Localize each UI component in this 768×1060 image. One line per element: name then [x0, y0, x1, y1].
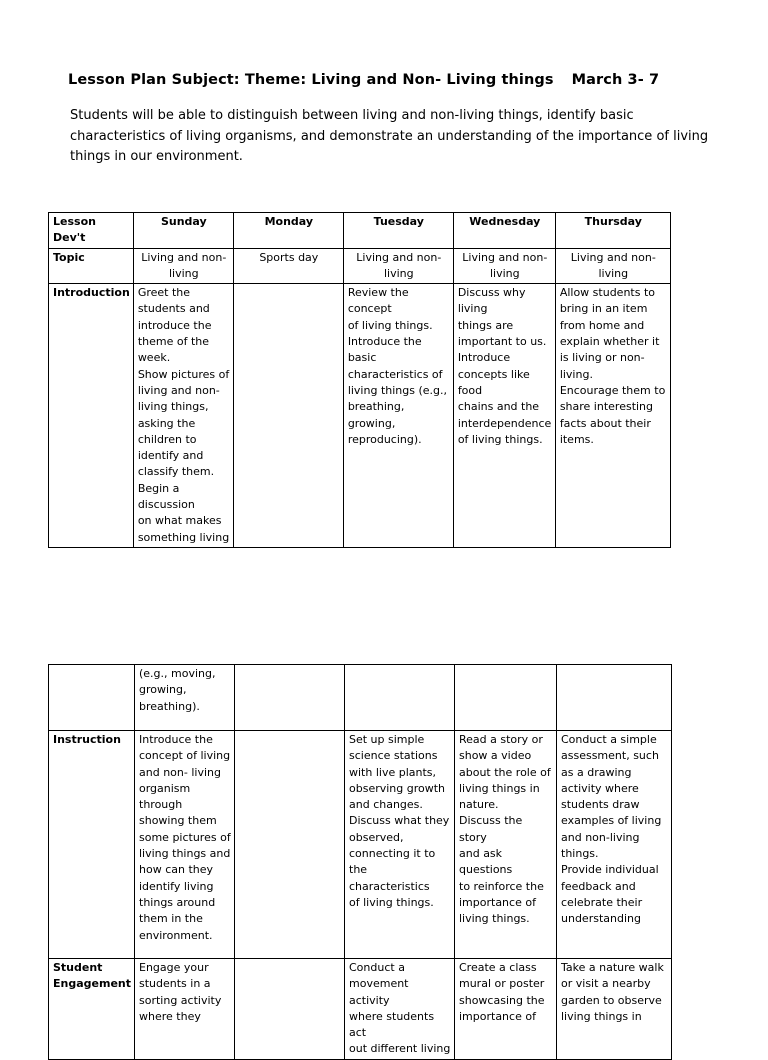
table-cell: Living and non- living — [133, 248, 233, 284]
table-cell: Greet the students and introduce the theme of the week. Show pictures of living and non- living things, asking the children to identify and classify them. Begin a discussion on what makes something living — [133, 284, 233, 548]
header-tuesday: Tuesday — [343, 213, 453, 249]
lesson-plan-table — [48, 212, 671, 548]
table-cell: Read a story or show a video about the role of living things in nature. Discuss the story and ask questions to reinforce the importance of living things. — [455, 731, 557, 959]
row-label-continued — [49, 665, 135, 731]
header-monday: Monday — [233, 213, 343, 249]
table-cell: Discuss why living things are important to us. Introduce concepts like food chains and the interdependence of living things. — [453, 284, 555, 548]
table-cell: Introduce the concept of living and non- living organism through showing them some pictures of living things and how can they identify living things around them in the environment. — [135, 731, 235, 959]
learning-objective: Students will be able to distinguish between living and non-living things, identify basic characteristics of living organisms, and demonstrate an understanding of the importance of living things in our environment. — [70, 108, 709, 164]
table-row — [49, 665, 672, 731]
table-cell: Engage your students in a sorting activity where they — [135, 959, 235, 1060]
table-cell: Take a nature walk or visit a nearby garden to observe living things in — [557, 959, 672, 1060]
row-label-instruction: Instruction — [49, 731, 135, 959]
table-cell: Review the concept of living things. Introduce the basic characteristics of living things (e.g., breathing, growing, reproducing). — [343, 284, 453, 548]
table-cell: Living and non- living — [453, 248, 555, 284]
row-label-student-engagement: Student Engagement — [49, 959, 135, 1060]
table-cell — [557, 665, 672, 731]
title-text: Lesson Plan Subject: Theme: Living and Non- Living things — [68, 72, 554, 88]
header-row — [49, 213, 671, 249]
table-cell: Allow students to bring in an item from home and explain whether it is living or non- living. Encourage them to share interesting facts about their items. — [555, 284, 670, 548]
header-sunday: Sunday — [133, 213, 233, 249]
date-range: March 3- 7 — [571, 72, 660, 88]
table-cell: Create a class mural or poster showcasing the importance of — [455, 959, 557, 1060]
row-label-introduction: Introduction — [49, 284, 134, 548]
table-row — [49, 284, 671, 548]
table-cell: Conduct a simple assessment, such as a drawing activity where students draw examples of living and non-living things. Provide individual feedback and celebrate their understanding — [557, 731, 672, 959]
table-cell: Sports day — [233, 248, 343, 284]
table-cell — [455, 665, 557, 731]
header-lesson-dev: Lesson Dev't — [49, 213, 134, 249]
table-row — [49, 959, 672, 1060]
table-cell: Conduct a movement activity where students act out different living — [345, 959, 455, 1060]
header-thursday: Thursday — [555, 213, 670, 249]
table-row — [49, 248, 671, 284]
header-wednesday: Wednesday — [453, 213, 555, 249]
table-cell — [235, 959, 345, 1060]
lesson-plan-title — [68, 72, 659, 88]
table-cell — [235, 731, 345, 959]
lesson-plan-table-continued — [48, 664, 672, 1060]
table-cell: Living and non-living — [555, 248, 670, 284]
table-cell — [233, 284, 343, 548]
row-label-topic: Topic — [49, 248, 134, 284]
table-cell — [345, 665, 455, 731]
table-cell: (e.g., moving, growing, breathing). — [135, 665, 235, 731]
table-cell: Living and non- living — [343, 248, 453, 284]
table-cell — [235, 665, 345, 731]
table-row — [49, 731, 672, 959]
table-cell: Set up simple science stations with live plants, observing growth and changes. Discuss what they observed, connecting it to the characteristics of living things. — [345, 731, 455, 959]
